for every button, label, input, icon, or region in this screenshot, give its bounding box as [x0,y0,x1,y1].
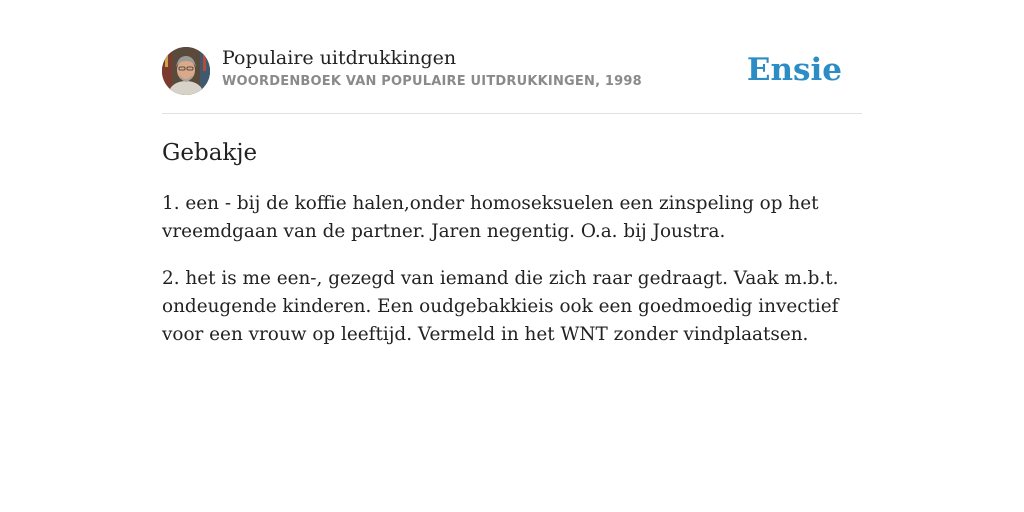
entry-header [162,0,862,114]
entry-card [162,0,862,345]
author-portrait-icon [162,47,210,95]
definition-item: 2. het is me een-, gezegd van iemand die zich raar gedraagt. Vaak m.b.t. ondeugende kinderen. Een oudgebakkieis ook een goedmoedig invectief voor een vrouw op leeftijd. Vermeld in het WNT zonder vindplaatsen. [162,268,839,345]
author-avatar[interactable] [162,47,210,95]
definition-list [162,190,862,368]
entry-title: Gebakje [162,140,258,166]
source-subtitle: WOORDENBOEK VAN POPULAIRE UITDRUKKINGEN, 1998 [222,74,642,89]
brand-logo[interactable]: Ensie [746,52,842,88]
source-title[interactable]: Populaire uitdrukkingen [222,47,457,69]
source-info [222,46,742,90]
definition-item: 1. een - bij de koffie halen,onder homoseksuelen een zinspeling op het vreemdgaan van de partner. Jaren negentig. O.a. bij Joustra. [162,193,819,242]
